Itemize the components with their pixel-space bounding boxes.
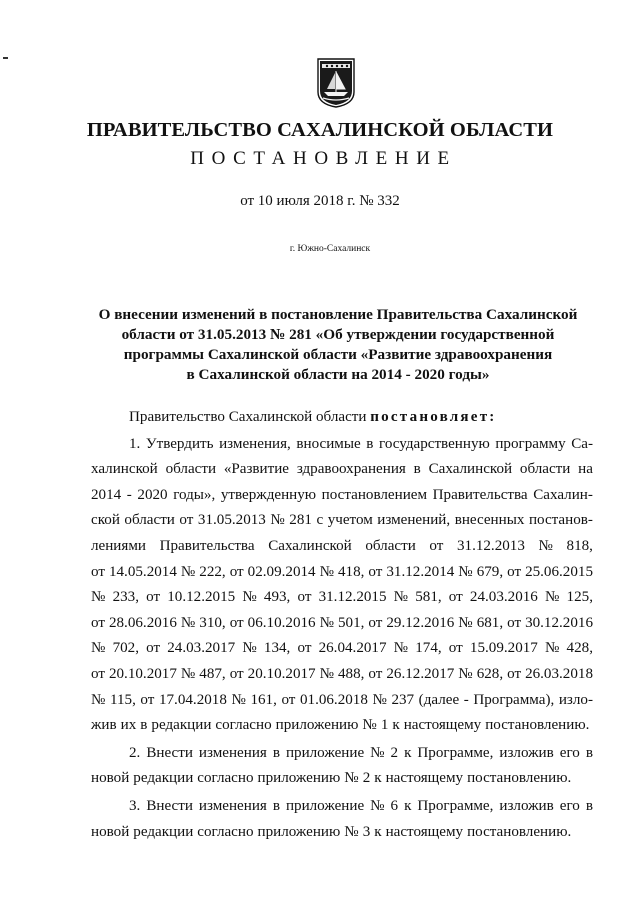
document-body xyxy=(91,405,593,847)
document-city: г. Южно-Сахалинск xyxy=(289,244,371,254)
word: к xyxy=(404,744,412,761)
word: № xyxy=(393,589,409,606)
paragraph-line xyxy=(91,766,593,792)
word: от xyxy=(368,614,383,631)
word: в xyxy=(140,717,148,734)
word: 2. xyxy=(129,744,141,761)
paragraph-line xyxy=(91,741,593,767)
word: от xyxy=(146,640,161,657)
word: изложив xyxy=(499,744,554,761)
paragraph-line xyxy=(91,508,593,534)
word: здравоохранения xyxy=(296,461,406,478)
word: 6 xyxy=(390,797,399,814)
word: настоящему xyxy=(385,823,464,840)
word: 161, xyxy=(250,691,277,708)
word: 31.12.2013 xyxy=(456,537,525,554)
word: Программе, xyxy=(417,744,494,761)
word: № xyxy=(538,537,553,554)
word: 24.03.2017 xyxy=(167,640,236,657)
word: № xyxy=(231,691,246,708)
word: с xyxy=(316,512,324,529)
document-date-number: от 10 июля 2018 г. № 332 xyxy=(240,193,400,209)
word: от xyxy=(448,640,463,657)
word: 02.09.2014 xyxy=(247,563,316,580)
word: 115, xyxy=(109,691,136,708)
word: 2 xyxy=(390,744,399,761)
word: № xyxy=(544,640,560,657)
word: настоящему xyxy=(385,770,464,787)
word: Программа), xyxy=(473,691,555,708)
word: вносимые xyxy=(296,435,361,452)
word: халинской xyxy=(91,461,158,478)
word: в xyxy=(366,435,374,452)
word: 06.10.2016 xyxy=(247,614,316,631)
title-line: О внесении изменений в постановление Правительства Сахалинской xyxy=(98,306,578,323)
word: 17.04.2018 xyxy=(158,691,227,708)
word: 174, xyxy=(415,640,442,657)
word: изменения xyxy=(198,744,267,761)
word: № xyxy=(270,512,285,529)
word: приложение xyxy=(285,744,365,761)
word: от xyxy=(229,614,244,631)
word: 15.09.2017 xyxy=(469,640,538,657)
word: настоящему xyxy=(403,717,482,734)
decree-paragraph xyxy=(91,432,593,739)
word: - xyxy=(463,691,469,708)
word: лениями xyxy=(91,537,146,554)
word: от xyxy=(146,589,161,606)
word: 493, xyxy=(263,589,291,606)
word: Утвердить xyxy=(145,435,214,452)
word: государственную xyxy=(379,435,490,452)
word: 10.12.2015 xyxy=(167,589,236,606)
word: № xyxy=(393,640,409,657)
word: области xyxy=(519,461,571,478)
word: 3. xyxy=(129,797,141,814)
word: 28.06.2016 xyxy=(108,614,177,631)
word: 581, xyxy=(415,589,442,606)
word: от xyxy=(507,614,522,631)
word: постановлению. xyxy=(467,823,572,840)
word: приложению xyxy=(275,717,359,734)
word: от xyxy=(179,512,194,529)
word: 26.12.2017 xyxy=(386,665,455,682)
word: Внести xyxy=(146,744,193,761)
word: постановлением xyxy=(321,486,428,503)
paragraph-line xyxy=(91,662,593,688)
word: изменений, xyxy=(377,512,451,529)
word: его xyxy=(559,797,580,814)
word: 2020 xyxy=(137,486,168,503)
word: их xyxy=(120,717,137,734)
title-line: программы Сахалинской области «Развитие здравоохранения xyxy=(123,346,553,363)
word: от xyxy=(297,589,312,606)
word: постановлению. xyxy=(467,770,572,787)
word: № xyxy=(242,589,257,606)
word: 222, xyxy=(199,563,226,580)
word: области xyxy=(165,461,217,478)
word: приложению xyxy=(257,823,341,840)
word: внесенных xyxy=(454,512,525,529)
word: от xyxy=(91,614,105,631)
coat-of-arms-icon xyxy=(317,58,355,108)
word: в xyxy=(272,797,280,814)
document-type: ПОСТАНОВЛЕНИЕ xyxy=(190,148,457,169)
word: Сахалинской xyxy=(428,461,513,478)
word: Программе, xyxy=(417,797,494,814)
word: от xyxy=(140,691,155,708)
word: № xyxy=(91,589,106,606)
word: № xyxy=(91,691,106,708)
word: Правительства xyxy=(432,486,528,503)
word: 501, xyxy=(337,614,365,631)
paragraph-line xyxy=(91,534,593,560)
word: 679, xyxy=(476,563,504,580)
word: изменения xyxy=(198,797,267,814)
word: 487, xyxy=(199,665,226,682)
word: приложение xyxy=(285,797,365,814)
word: новой xyxy=(91,823,130,840)
word: в xyxy=(272,744,280,761)
word: № xyxy=(319,614,334,631)
word: согласно xyxy=(197,770,254,787)
word: изложив xyxy=(499,797,554,814)
word: ской xyxy=(91,512,120,529)
paragraph-line xyxy=(91,688,593,714)
word: 281 xyxy=(289,512,312,529)
word: 488, xyxy=(337,665,365,682)
paragraph-line xyxy=(91,794,593,820)
word: - xyxy=(126,486,132,503)
word: к xyxy=(374,823,382,840)
paragraph-line xyxy=(91,483,593,509)
word: постанов- xyxy=(528,512,593,529)
word: к xyxy=(392,717,400,734)
word: годы», xyxy=(173,486,216,503)
word: к xyxy=(404,797,412,814)
word: от xyxy=(281,691,296,708)
word: № xyxy=(319,563,334,580)
word: 31.12.2014 xyxy=(386,563,455,580)
word: 134, xyxy=(263,640,291,657)
paragraph-line xyxy=(91,611,593,637)
word: № xyxy=(370,797,385,814)
word: (далее xyxy=(418,691,460,708)
word: его xyxy=(559,744,580,761)
word: от xyxy=(229,563,244,580)
scan-mark xyxy=(3,57,8,59)
word: 31.12.2015 xyxy=(318,589,387,606)
decree-intro-verb: постановляет: xyxy=(370,409,497,425)
word: 418, xyxy=(337,563,365,580)
word: 1. xyxy=(129,435,141,452)
title-line: в Сахалинской области на 2014 - 2020 годы» xyxy=(186,366,490,383)
word: 3 xyxy=(362,823,371,840)
word: 26.03.2018 xyxy=(525,665,593,682)
word: № xyxy=(370,744,385,761)
paragraph-line xyxy=(91,560,593,586)
word: от xyxy=(507,563,522,580)
word: области xyxy=(124,512,175,529)
word: 681, xyxy=(476,614,504,631)
word: № xyxy=(344,770,359,787)
word: 25.06.2015 xyxy=(525,563,593,580)
word: от xyxy=(91,563,105,580)
decree-intro xyxy=(91,405,593,431)
decree-paragraphs xyxy=(91,432,593,846)
paragraph-line xyxy=(91,636,593,662)
word: 31.05.2013 xyxy=(197,512,266,529)
word: 30.12.2016 xyxy=(525,614,593,631)
word: № xyxy=(362,717,377,734)
word: 702, xyxy=(112,640,139,657)
word: утвержденную xyxy=(220,486,317,503)
word: 20.10.2017 xyxy=(108,665,177,682)
word: редакции xyxy=(133,823,194,840)
word: № xyxy=(91,640,106,657)
word: учетом xyxy=(327,512,373,529)
word: № xyxy=(242,640,257,657)
word: № xyxy=(544,589,560,606)
decree-paragraph xyxy=(91,794,593,845)
word: от xyxy=(368,563,383,580)
word: изменения, xyxy=(219,435,291,452)
paragraph-line xyxy=(91,432,593,458)
word: № xyxy=(458,665,473,682)
word: согласно xyxy=(215,717,272,734)
word: № xyxy=(372,691,387,708)
document-title xyxy=(88,305,588,385)
word: Сахалин- xyxy=(533,486,593,503)
word: «Развитие xyxy=(223,461,290,478)
word: в xyxy=(585,744,593,761)
organization-name: ПРАВИТЕЛЬСТВО САХАЛИНСКОЙ ОБЛАСТИ xyxy=(86,119,554,141)
paragraph-line xyxy=(91,713,593,739)
decree-intro-prefix: Правительство Сахалинской области xyxy=(129,409,367,425)
word: 14.05.2014 xyxy=(108,563,177,580)
word: постановлению. xyxy=(485,717,590,734)
word: редакции xyxy=(151,717,212,734)
word: 237 xyxy=(391,691,415,708)
word: от xyxy=(507,665,522,682)
word: № xyxy=(319,665,334,682)
word: № xyxy=(180,614,196,631)
word: 818, xyxy=(566,537,593,554)
word: 20.10.2017 xyxy=(247,665,316,682)
word: № xyxy=(180,665,196,682)
word: № xyxy=(458,614,473,631)
word: 628, xyxy=(476,665,504,682)
word: 125, xyxy=(566,589,593,606)
word: на xyxy=(578,461,593,478)
word: от xyxy=(91,665,105,682)
word: новой xyxy=(91,770,130,787)
word: в xyxy=(585,797,593,814)
title-line: области от 31.05.2013 № 281 «Об утверждении государственной xyxy=(121,326,555,343)
word: от xyxy=(297,640,312,657)
paragraph-line xyxy=(91,820,593,846)
word: жив xyxy=(91,717,117,734)
word: от xyxy=(448,589,463,606)
word: 2014 xyxy=(91,486,122,503)
paragraph-line xyxy=(91,585,593,611)
word: 428, xyxy=(566,640,593,657)
word: области xyxy=(365,537,416,554)
word: согласно xyxy=(197,823,254,840)
word: от xyxy=(368,665,383,682)
word: № xyxy=(344,823,359,840)
word: программу xyxy=(495,435,566,452)
word: № xyxy=(458,563,473,580)
word: 1 xyxy=(380,717,389,734)
word: Внести xyxy=(146,797,193,814)
word: к xyxy=(374,770,382,787)
word: Правительства xyxy=(159,537,255,554)
word: 26.04.2017 xyxy=(318,640,387,657)
word: 2 xyxy=(362,770,371,787)
word: изло- xyxy=(558,691,593,708)
word: 310, xyxy=(199,614,226,631)
word: 01.06.2018 xyxy=(299,691,368,708)
word: редакции xyxy=(133,770,194,787)
word: 233, xyxy=(112,589,139,606)
word: 29.12.2016 xyxy=(386,614,455,631)
paragraph-line xyxy=(91,457,593,483)
word: № xyxy=(180,563,196,580)
word: приложению xyxy=(257,770,341,787)
word: от xyxy=(229,665,244,682)
word: в xyxy=(413,461,421,478)
word: Са- xyxy=(571,435,593,452)
decree-paragraph xyxy=(91,741,593,792)
word: Сахалинской xyxy=(268,537,352,554)
word: от xyxy=(429,537,444,554)
word: 24.03.2016 xyxy=(469,589,538,606)
